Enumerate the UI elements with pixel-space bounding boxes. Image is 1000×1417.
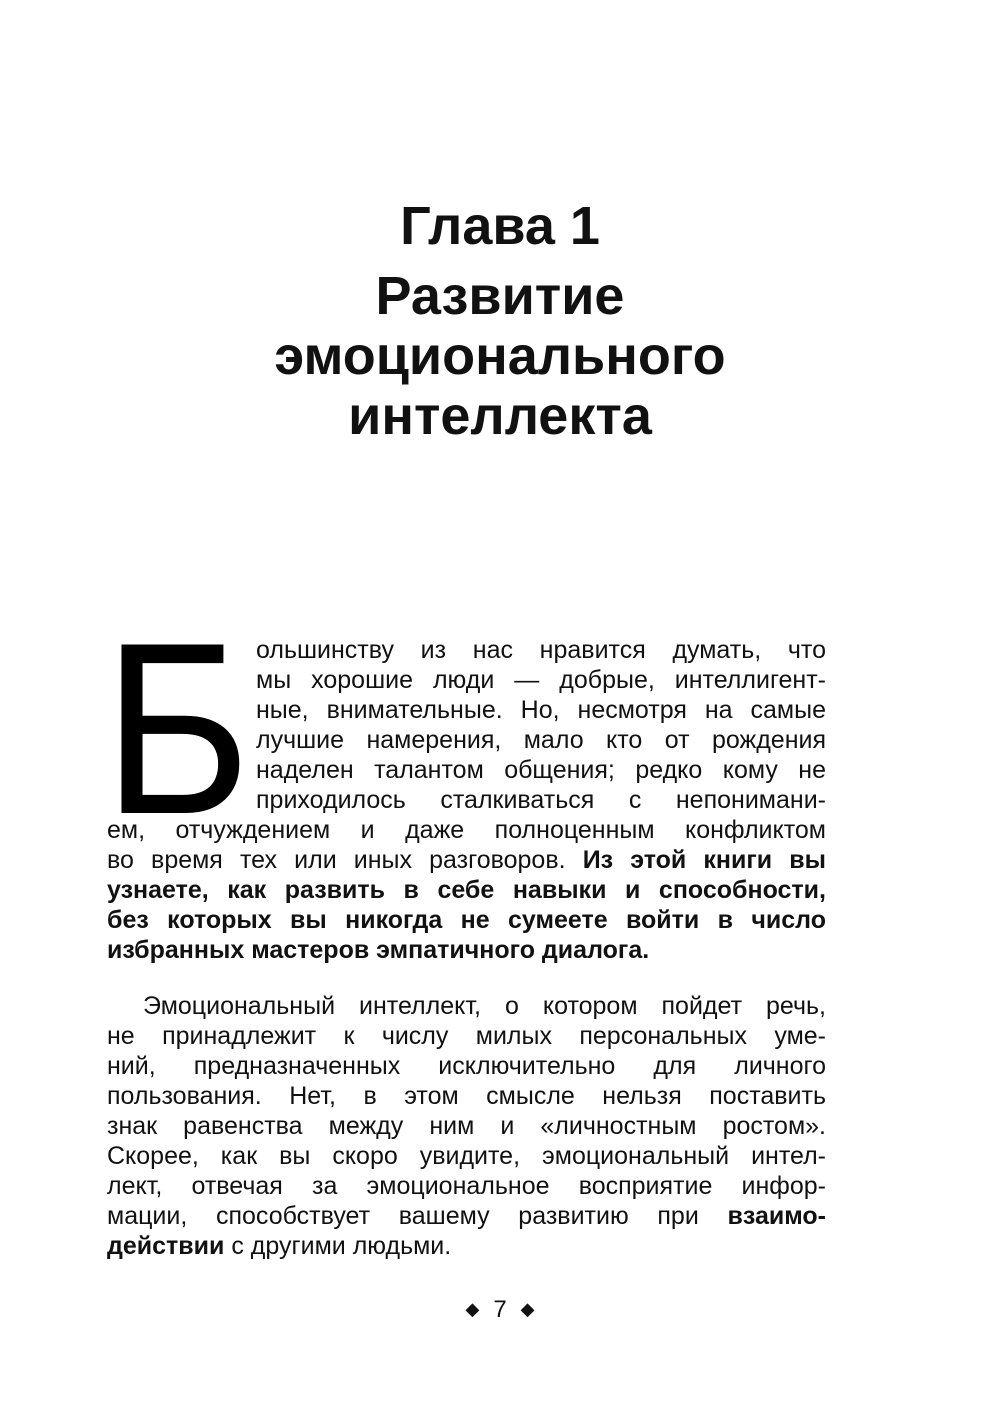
text-line: [256, 755, 826, 785]
text-line: [107, 905, 826, 935]
text-line: [107, 1201, 826, 1231]
text-line: [256, 725, 826, 755]
text-segment: лучшие намерения, мало кто от рождения: [256, 726, 826, 754]
text-line: [107, 1021, 826, 1051]
text-line: [107, 1171, 826, 1201]
text-segment: лект, отвечая за эмоциональное восприятие инфор-: [107, 1172, 826, 1200]
page-footer: [0, 1296, 1000, 1324]
text-line: [107, 1081, 826, 1111]
text-segment: Скорее, как вы скоро увидите, эмоциональный интел-: [107, 1142, 826, 1170]
text-line: [143, 991, 826, 1021]
chapter-title-line: эмоционального: [274, 326, 726, 386]
text-line: [256, 635, 826, 665]
chapter-title-line: Развитие: [375, 266, 625, 326]
text-segment: ем, отчуждением и даже полноценным конфликтом: [107, 816, 826, 844]
text-segment: мации, способствует вашему развитию при: [107, 1202, 728, 1230]
text-segment: ольшинству из нас нравится думать, что: [256, 636, 826, 664]
bold-text: узнаете, как развить в себе навыки и способности,: [107, 876, 826, 904]
ornament-icon: ◆: [465, 1299, 480, 1319]
text-line: [256, 785, 826, 815]
text-segment: с другими людьми.: [224, 1232, 452, 1260]
bold-text: избранных мастеров эмпатичного диалога.: [107, 936, 650, 964]
text-segment: наделен талантом общения; редко кому не: [256, 756, 826, 784]
text-line: [107, 845, 826, 875]
bold-text: взаимо-: [727, 1202, 826, 1230]
text-line: [107, 1141, 826, 1171]
text-line: [107, 1051, 826, 1081]
text-segment: не принадлежит к числу милых персональных уме-: [107, 1022, 826, 1050]
chapter-number: Глава 1: [400, 196, 600, 256]
chapter-heading: [0, 196, 1000, 446]
text-segment: ний, предназначенных исключительно для личного: [107, 1052, 826, 1080]
text-segment: ные, внимательные. Но, несмотря на самые: [256, 696, 826, 724]
text-line: [107, 935, 826, 965]
text-segment: знак равенства между ним и «личностным ростом».: [107, 1112, 826, 1140]
bold-text: действии: [107, 1232, 225, 1260]
text-line: [256, 695, 826, 725]
text-segment: Эмоциональный интеллект, о котором пойдет речь,: [143, 992, 826, 1020]
ornament-icon: ◆: [520, 1299, 535, 1319]
text-segment: во время тех или иных разговоров.: [107, 846, 583, 874]
text-line: [256, 665, 826, 695]
text-segment: приходилось сталкиваться с непонимани-: [256, 786, 826, 814]
chapter-title-line: интеллекта: [348, 386, 652, 446]
bold-text: без которых вы никогда не сумеете войти в число: [107, 906, 826, 934]
text-segment: мы хорошие люди — добрые, интеллигент-: [256, 666, 826, 694]
text-segment: пользования. Нет, в этом смысле нельзя поставить: [107, 1082, 826, 1110]
text-line: [107, 875, 826, 905]
text-line: [107, 815, 826, 845]
drop-cap: Б: [103, 591, 251, 865]
bold-text: Из этой книги вы: [582, 846, 827, 874]
text-line: [107, 1111, 826, 1141]
page-number: 7: [493, 1296, 507, 1323]
text-line: [107, 1231, 826, 1261]
